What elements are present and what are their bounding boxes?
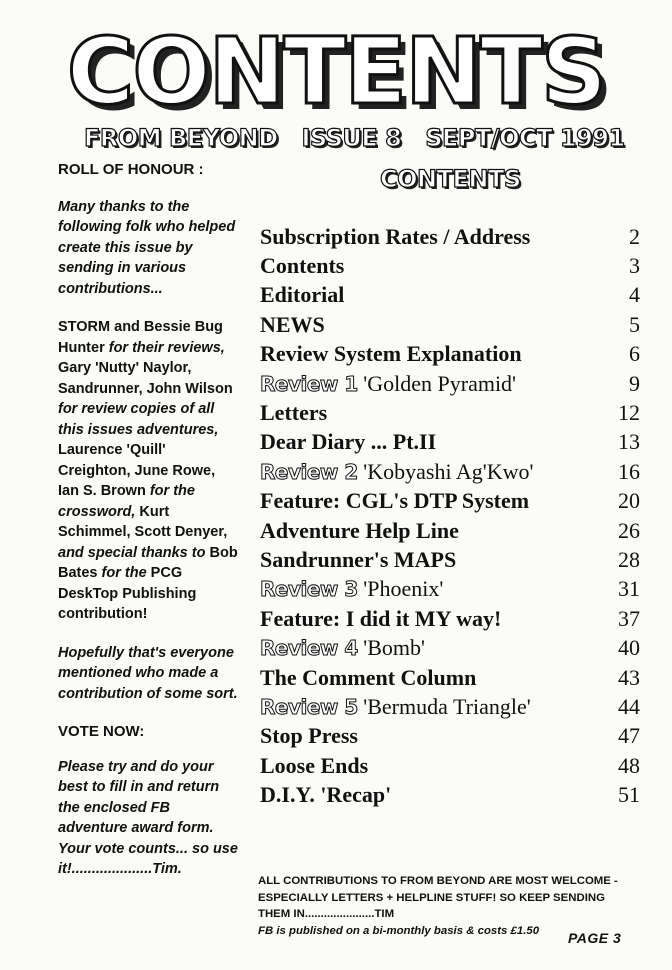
- toc-entry: [260, 722, 640, 751]
- toc-entry: [260, 281, 640, 310]
- toc-entry-page: 16: [618, 458, 640, 484]
- toc-entry: [260, 545, 640, 574]
- toc-entry: [260, 604, 640, 633]
- sidebar-heading: ROLL OF HONOUR :: [58, 161, 204, 178]
- toc-entry-page: 12: [618, 400, 640, 426]
- toc-entry: [260, 340, 640, 369]
- toc-entry-page: 5: [629, 311, 640, 337]
- hope-paragraph: Hopefully that's everyone mentioned who made a contribution of some sort.: [58, 644, 238, 702]
- thanks-paragraph: Many thanks to the following folk who helped create this issue by sending in various contributions...: [58, 198, 236, 297]
- review-label: Review 2: [260, 459, 358, 484]
- issue-banner: [84, 124, 641, 152]
- toc-entry-title: The Comment Column: [260, 664, 477, 690]
- toc-entry: [260, 310, 640, 339]
- footer-contributions: ALL CONTRIBUTIONS TO FROM BEYOND ARE MOST WELCOME - ESPECIALLY LETTERS + HELPLINE STUFF! SO KEEP SENDING THEM IN......................TIM: [258, 875, 618, 920]
- toc-entry-page: 31: [618, 576, 640, 602]
- review-title: 'Kobyashi Ag'Kwo': [357, 458, 534, 484]
- table-of-contents: [260, 222, 640, 810]
- toc-entry-page: 3: [629, 253, 640, 279]
- toc-entry-title: Feature: CGL's DTP System: [260, 488, 530, 514]
- toc-entry-title: Contents: [260, 253, 345, 279]
- toc-entry-page: 48: [618, 752, 640, 778]
- issue-number: ISSUE 8: [301, 124, 402, 152]
- roll-of-honour-sidebar: [58, 160, 238, 898]
- toc-entry-title: Stop Press: [260, 723, 358, 749]
- toc-entry: [260, 663, 640, 692]
- toc-entry-title: D.I.Y. 'Recap': [260, 782, 392, 808]
- toc-entry: [260, 751, 640, 780]
- toc-entry-title: Subscription Rates / Address: [260, 223, 531, 249]
- toc-entry-page: 51: [618, 782, 640, 808]
- credits-paragraph: [58, 317, 238, 625]
- toc-entry: [260, 369, 640, 398]
- toc-entry-page: 40: [618, 635, 640, 661]
- toc-entry-page: 6: [629, 341, 640, 367]
- toc-entry-title: Sandrunner's MAPS: [260, 546, 457, 572]
- credit-run: STORM and Bessie Bug Hunter: [58, 319, 223, 356]
- toc-entry-title: Dear Diary ... Pt.II: [260, 429, 437, 455]
- toc-entry-page: 4: [629, 282, 640, 308]
- review-title: 'Bomb': [357, 635, 425, 661]
- toc-entry-page: 44: [618, 693, 640, 719]
- review-label: Review 5: [260, 694, 358, 719]
- page-title: CONTENTS: [66, 18, 606, 125]
- credit-run: PCG DeskTop Publishing contribution!: [58, 565, 197, 622]
- review-title: 'Phoenix': [357, 576, 444, 602]
- toc-entry-title: Letters: [260, 400, 328, 426]
- toc-entry-title: Feature: I did it MY way!: [260, 605, 502, 631]
- toc-entry: [260, 633, 640, 662]
- review-label: Review 3: [260, 577, 358, 602]
- toc-entry-title: [260, 371, 516, 397]
- toc-entry-page: 47: [618, 723, 640, 749]
- toc-entry-page: 28: [618, 546, 640, 572]
- review-label: Review 4: [260, 636, 358, 661]
- footer-publishing: FB is published on a bi-monthly basis & costs £1.50: [258, 924, 540, 937]
- toc-entry-page: 43: [618, 664, 640, 690]
- toc-entry: [260, 487, 640, 516]
- toc-entry-title: NEWS: [260, 311, 325, 337]
- toc-entry: [260, 222, 640, 251]
- toc-entry-title: [260, 694, 531, 720]
- toc-entry: [260, 780, 640, 809]
- toc-entry: [260, 428, 640, 457]
- vote-paragraph: Please try and do your best to fill in and return the enclosed FB adventure award form. Your vote counts... so use it!....................Tim.: [58, 758, 238, 877]
- toc-entry: [260, 251, 640, 280]
- toc-entry: [260, 457, 640, 486]
- credit-run: Bob Bates: [58, 544, 238, 581]
- credit-run: for the crossword,: [58, 483, 195, 520]
- review-title: 'Golden Pyramid': [357, 370, 517, 396]
- credit-run: Gary 'Nutty' Naylor, Sandrunner, John Wilson: [58, 360, 233, 397]
- toc-entry-title: Loose Ends: [260, 752, 369, 778]
- toc-entry-title: Review System Explanation: [260, 341, 522, 367]
- credit-run: Kurt Schimmel, Scott Denyer,: [58, 503, 228, 540]
- toc-entry-page: 37: [618, 605, 640, 631]
- toc-entry-page: 20: [618, 488, 640, 514]
- toc-entry-title: Editorial: [260, 282, 345, 308]
- toc-entry-page: 9: [629, 370, 640, 396]
- toc-entry-page: 26: [618, 517, 640, 543]
- review-title: 'Bermuda Triangle': [357, 693, 531, 719]
- toc-entry-page: 13: [618, 429, 640, 455]
- toc-entry-title: [260, 459, 533, 485]
- credit-run: for their reviews,: [108, 339, 225, 356]
- issue-date: SEPT/OCT 1991: [425, 124, 625, 152]
- toc-entry-title: [260, 635, 425, 661]
- review-label: Review 1: [260, 371, 358, 396]
- toc-entry-title: [260, 576, 443, 602]
- contents-heading: CONTENTS: [380, 165, 521, 193]
- vote-heading: VOTE NOW:: [58, 723, 145, 740]
- credit-run: Laurence 'Quill' Creighton, June Rowe, Ian S. Brown: [58, 442, 216, 499]
- toc-entry: [260, 398, 640, 427]
- credit-run: and special thanks to: [58, 544, 210, 561]
- toc-entry: [260, 692, 640, 721]
- credit-run: for the: [101, 565, 151, 581]
- page-number: PAGE 3: [568, 930, 622, 946]
- toc-entry: [260, 575, 640, 604]
- toc-entry-page: 2: [629, 223, 640, 249]
- publication-name: FROM BEYOND: [84, 124, 278, 152]
- credit-run: for review copies of all this issues adventures,: [58, 401, 219, 438]
- toc-entry-title: Adventure Help Line: [260, 517, 459, 543]
- toc-entry: [260, 516, 640, 545]
